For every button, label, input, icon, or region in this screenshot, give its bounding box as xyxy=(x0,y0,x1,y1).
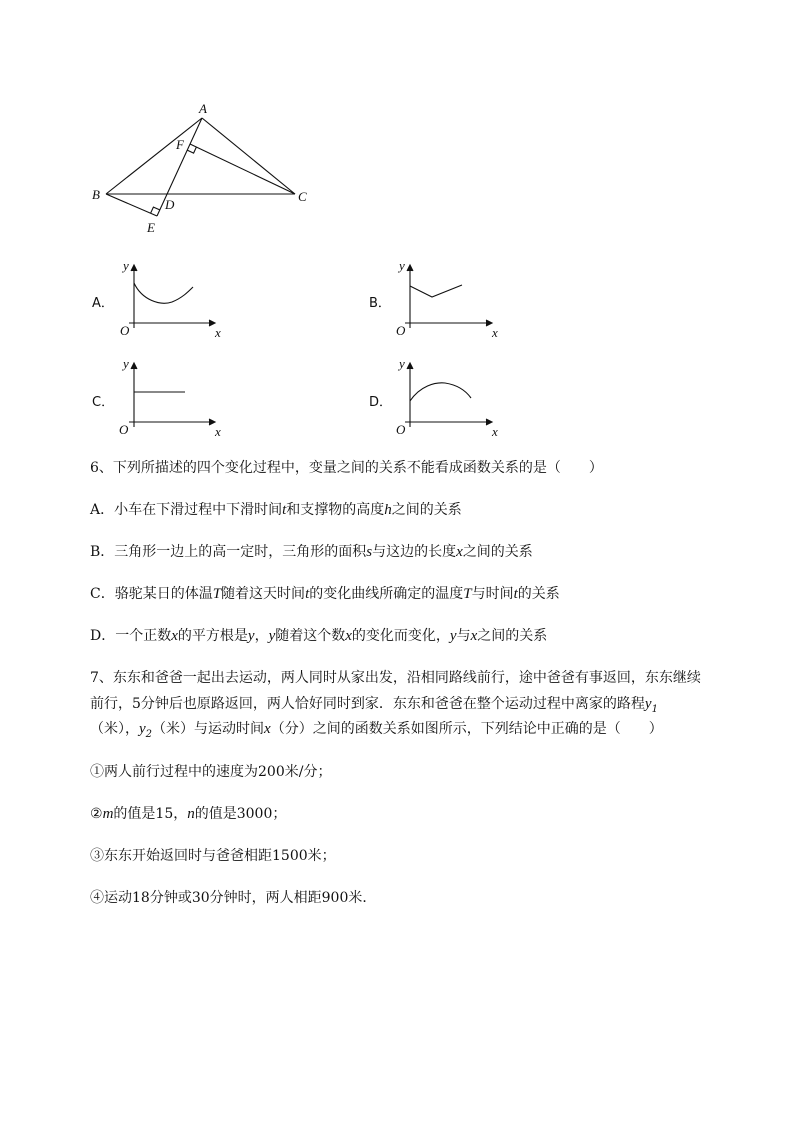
q7-line-2 xyxy=(90,695,658,719)
option-b-letter: B． xyxy=(369,296,391,311)
q6-d-text-5: 的变化而变化， xyxy=(351,628,450,644)
q7-line-3-text-3: （分）之间的函数关系如图所示，下列结论中正确的是（ ） xyxy=(270,721,663,737)
q7-y1-var: y xyxy=(644,696,652,712)
option-d-letter: D． xyxy=(369,395,393,410)
q6-b-text-1: B．三角形一边上的高一定时，三角形的面积 xyxy=(90,544,367,560)
q7-statement-4: ④运动18分钟或30分钟时，两人相距900米． xyxy=(90,890,377,906)
q7-y2-sub: 2 xyxy=(145,729,153,740)
q6-a-text-2: 和支撑物的高度 xyxy=(286,502,385,518)
q6-c-text-5: 的关系 xyxy=(517,586,560,602)
q7-statement-1: ①两人前行过程中的速度为200米/分； xyxy=(90,764,332,780)
q6-d-var-y3: y xyxy=(449,628,457,644)
q6-d-var-y2: y xyxy=(268,628,276,644)
label-b: B xyxy=(92,187,100,202)
option-b-x-label: x xyxy=(492,325,498,340)
q7-s2-text-2: 的值是15， xyxy=(113,806,188,822)
q6-d-text-7: 之间的关系 xyxy=(477,628,548,644)
q7-line-2-text: 前行，5分钟后也原路返回，两人恰好同时到家．东东和爸爸在整个运动过程中离家的路程 xyxy=(90,696,645,712)
segment-be xyxy=(106,194,157,216)
option-c-letter: C． xyxy=(92,395,115,410)
label-d: D xyxy=(165,197,175,212)
label-e: E xyxy=(147,220,155,235)
q7-s2-text-3: 的值是3000； xyxy=(194,806,287,822)
q6-d-text-1: D．一个正数 xyxy=(90,628,172,644)
q7-line-3-text-1: （米）， xyxy=(90,721,139,737)
option-c-graph xyxy=(110,353,230,443)
q6-option-b xyxy=(90,543,533,561)
triangle-figure xyxy=(80,95,330,240)
option-c-y-label: y xyxy=(123,356,129,371)
q7-s2-var-n: n xyxy=(187,806,195,822)
option-b-y-label: y xyxy=(399,258,405,273)
q7-y1-sub: 1 xyxy=(651,704,658,715)
option-d-origin: O xyxy=(396,422,406,437)
q7-s2-text-1: ② xyxy=(90,806,103,822)
q6-c-text-2: 随着这天时间 xyxy=(221,586,306,602)
segment-ae xyxy=(157,118,202,216)
q6-a-text-3: 之间的关系 xyxy=(391,502,462,518)
q6-a-text-1: A．小车在下滑过程中下滑时间 xyxy=(90,502,283,518)
q7-statement-2 xyxy=(90,805,286,823)
q6-c-var-T1: T xyxy=(212,586,222,602)
label-a: A xyxy=(199,101,207,116)
q6-d-var-x2: x xyxy=(345,628,352,644)
q6-c-text-4: 与时间 xyxy=(471,586,514,602)
option-a-x-label: x xyxy=(215,325,221,340)
option-b-y-arrow xyxy=(407,265,413,271)
q6-b-var-s: s xyxy=(366,544,373,560)
q6-d-var-x1: x xyxy=(171,628,178,644)
option-b-curve xyxy=(410,285,462,297)
option-a-y-label: y xyxy=(123,258,129,273)
q6-c-var-T2: T xyxy=(463,586,472,602)
q6-c-var-t1: t xyxy=(305,586,310,602)
label-c: C xyxy=(298,189,307,204)
q6-b-text-2: 与这边的长度 xyxy=(372,544,457,560)
q7-line-3 xyxy=(90,720,663,744)
q6-b-text-3: 之间的关系 xyxy=(462,544,533,560)
option-d-y-label: y xyxy=(399,356,405,371)
option-a-y-arrow xyxy=(131,265,137,271)
q6-d-text-3: ， xyxy=(254,628,269,644)
q6-a-var-t: t xyxy=(282,502,287,518)
q7-y2-var: y xyxy=(139,721,146,737)
option-d-y-arrow xyxy=(407,363,413,369)
q7-statement-3: ③东东开始返回时与爸爸相距1500米； xyxy=(90,848,336,864)
q6-d-var-x3: x xyxy=(470,628,478,644)
option-c-x-label: x xyxy=(215,424,221,439)
q6-option-a xyxy=(90,501,462,519)
q6-c-var-t2: t xyxy=(513,586,518,602)
option-a-letter: A． xyxy=(92,296,114,311)
q6-d-text-2: 的平方根是 xyxy=(177,628,248,644)
q6-b-var-x: x xyxy=(456,544,463,560)
q6-c-text-1: C．骆驼某日的体温 xyxy=(90,586,213,602)
option-c-origin: O xyxy=(119,422,129,437)
q6-a-var-h: h xyxy=(384,502,392,518)
q7-line-1: 7、东东和爸爸一起出去运动，两人同时从家出发，沿相同路线前行，途中爸爸有事返回，东东继续 xyxy=(90,670,701,686)
q6-c-text-3: 的变化曲线所确定的温度 xyxy=(309,586,464,602)
q7-x-var: x xyxy=(264,721,271,737)
option-c-y-arrow xyxy=(131,363,137,369)
option-a-origin: O xyxy=(120,323,130,338)
option-b-graph xyxy=(388,255,508,345)
option-d-graph xyxy=(388,353,508,443)
option-d-curve xyxy=(410,383,471,401)
segment-ab xyxy=(106,118,202,194)
label-f: F xyxy=(176,137,184,152)
q6-stem: 6、下列所描述的四个变化过程中，变量之间的关系不能看成函数关系的是（ ） xyxy=(90,460,603,476)
option-a-curve xyxy=(134,283,193,303)
q6-option-d xyxy=(90,627,547,645)
q7-line-3-text-2: （米）与运动时间 xyxy=(152,721,265,737)
q6-d-var-y1: y xyxy=(247,628,255,644)
q6-option-c xyxy=(90,585,560,603)
option-a-graph xyxy=(110,255,230,345)
option-b-origin: O xyxy=(396,323,406,338)
q7-s2-var-m: m xyxy=(102,806,114,822)
q6-d-text-4: 随着这个数 xyxy=(275,628,346,644)
q6-d-text-6: 与 xyxy=(456,628,471,644)
option-d-x-label: x xyxy=(492,424,498,439)
